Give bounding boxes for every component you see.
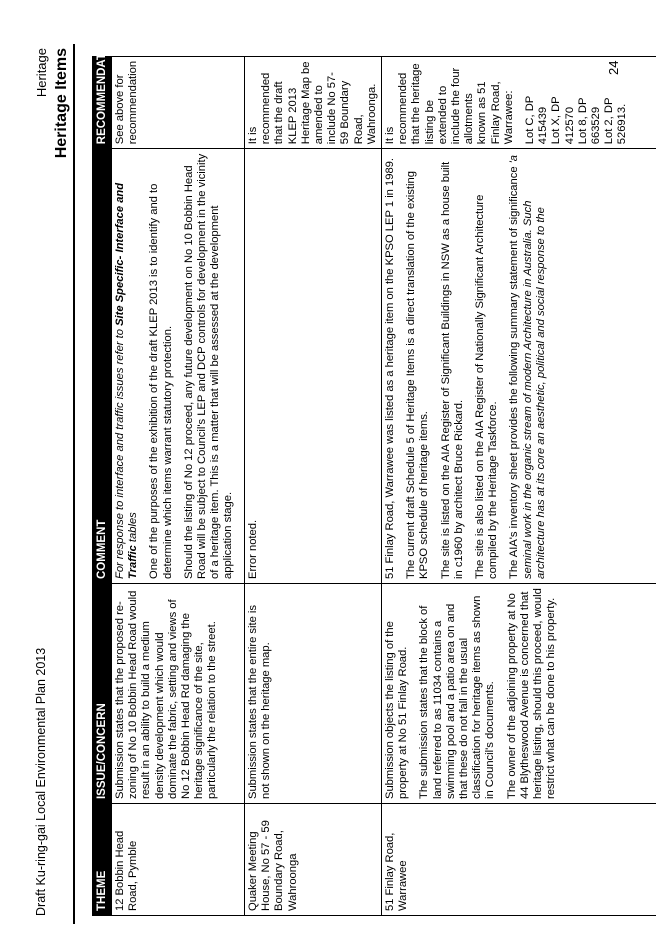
comment-text: The current draft Schedule 5 of Heritage Items is a direct translation of the existing KPSO schedule of heritage items. bbox=[405, 171, 431, 579]
issue-text: The owner of the adjoining property at No 44 Blytheswood Avenue is concerned that heritage listing, should this proceed, would restrict what can be done to his property. bbox=[505, 588, 558, 800]
comment-text bbox=[508, 153, 548, 579]
col-header-issue: ISSUE/CONCERN bbox=[93, 584, 112, 804]
comment-text bbox=[114, 153, 140, 579]
theme-cell: 12 Bobbin Head Road, Pymble bbox=[112, 804, 245, 916]
recommendation-text: See above for recommendation bbox=[114, 60, 140, 145]
section-text: Heritage bbox=[34, 48, 49, 98]
issue-text: Submission objects the listing of the property at No 51 Finlay Road. bbox=[384, 621, 410, 800]
comment-cell bbox=[245, 149, 382, 584]
comment-reference: Site Specific- Interface and Traffic bbox=[114, 182, 140, 579]
page-number: 24 bbox=[606, 60, 621, 75]
issue-text: The submission states that the block of land referred to as 11034 contains a swimming pool and a patio area on and that these do not fall in the usual classification for heritage items as shown in Council's documents. bbox=[418, 595, 497, 800]
table-row bbox=[112, 57, 245, 916]
issue-text: Submission states that the proposed re-zoning of No 10 Bobbin Head Road would result in an ability to build a medium density development which would dominate the fabric, setting and views of No 12 Bobbin Head Rd damaging the heritage significance of the site, particularly the relation to the street. bbox=[114, 590, 219, 800]
comment-reference-tail: tables bbox=[127, 512, 140, 546]
comment-text: Error noted. bbox=[247, 519, 259, 579]
comment-plain: The AIA's inventory sheet provides the following summary statement of significance bbox=[508, 163, 521, 579]
comment-quote: 'a seminal work in the organic stream of modern Architecture in Australia. Such architecture has at its core an aesthetic, political and social response to the bbox=[508, 154, 547, 579]
recommendation-cell bbox=[245, 57, 382, 149]
col-header-theme: THEME bbox=[93, 804, 112, 916]
document-title: Draft Ku-ring-gai Local Environmental Plan 2013 bbox=[34, 647, 48, 916]
comment-text: The site is listed on the AIA Register of Significant Buildings in NSW as a house built in c1960 by architect Bruce Rickard. bbox=[439, 161, 465, 579]
comment-text: Should the listing of No 12 proceed, any future development on No 10 Bobbin Head Road will be subject to Council's LEP and DCP controls for development in the vicinity of a heritage item. This is a matter that will be assessed at the development application stage. bbox=[182, 153, 235, 579]
header-rule bbox=[73, 44, 75, 924]
subsection-text: Heritage Items bbox=[53, 48, 70, 159]
lot-item: Lot 8, DP 663529 bbox=[576, 97, 603, 145]
col-header-comment: COMMENT bbox=[93, 149, 112, 584]
recommendation-cell bbox=[382, 57, 656, 149]
recommendation-text: It is recommended that the heritage listing be extended to include the four allotments known as 51 Finlay Road, Warrawee: bbox=[384, 63, 515, 145]
theme-cell: Quaker Meeting House, No 57 - 59 Boundary Road, Wahroonga bbox=[245, 804, 382, 916]
issue-cell bbox=[245, 584, 382, 804]
heritage-table bbox=[92, 32, 656, 916]
comment-cell bbox=[112, 149, 245, 584]
theme-cell: 51 Finlay Road, Warrawee bbox=[382, 804, 656, 916]
issue-cell bbox=[112, 584, 245, 804]
recommendation-text: It is recommended that the draft KLEP 2013 Heritage Map be amended to include No 57-59 Boundary Road, Wahroonga. bbox=[247, 61, 378, 145]
lot-item: Lot X, DP 412570 bbox=[550, 96, 576, 145]
comment-intro: For response to interface and traffic issues refer to bbox=[114, 325, 126, 579]
comment-cell bbox=[382, 149, 656, 584]
comment-text: One of the purposes of the exhibition of the draft KLEP 2013 is to identify and to determine which items warrant statutory protection. bbox=[148, 183, 174, 579]
comment-text: 51 Finlay Road, Warrawee was listed as a heritage item on the KPSO LEP 1 in 1989. bbox=[384, 158, 397, 579]
lot-item: Lot 2, DP 526913. bbox=[603, 97, 629, 145]
lot-item: Lot C, DP 415439 bbox=[524, 95, 550, 145]
issue-cell bbox=[382, 584, 656, 804]
recommendation-cell bbox=[112, 57, 245, 149]
comment-text: The site is also listed on the AIA Register of Nationally Significant Architecture compiled by the Heritage Taskforce. bbox=[474, 194, 500, 579]
col-header-recommendation: RECOMMENDATION bbox=[93, 57, 112, 149]
issue-text: Submission states that the entire site is not shown on the heritage map. bbox=[247, 605, 273, 800]
table-row bbox=[245, 57, 382, 916]
table-row bbox=[382, 57, 656, 916]
table-header-row bbox=[93, 57, 112, 916]
